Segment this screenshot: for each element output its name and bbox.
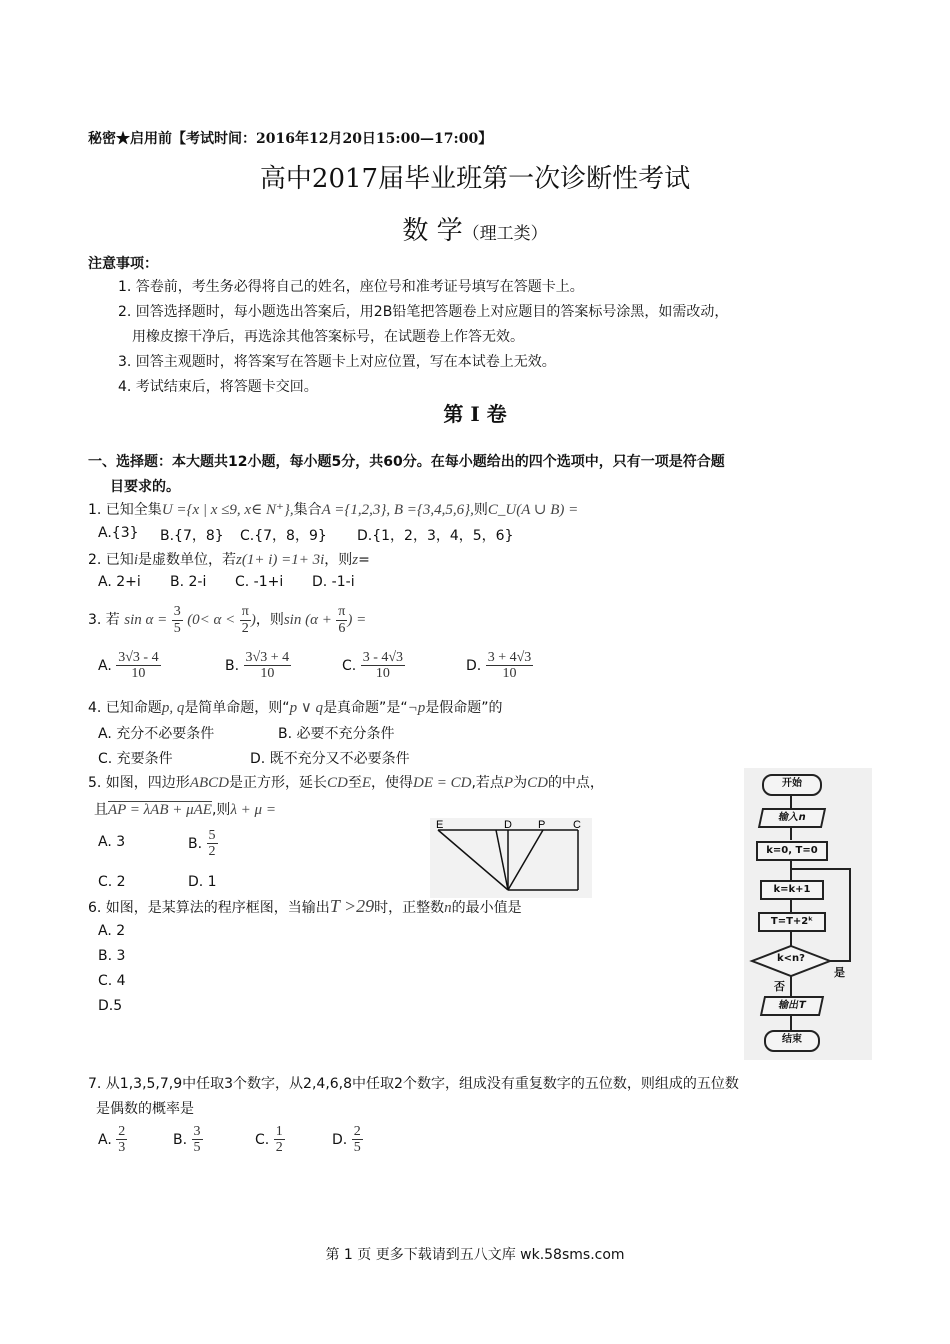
- q6-math-t: T >29: [329, 896, 375, 916]
- q3-frac-pi-2: $\frac{\pi}{2}$: [241, 604, 249, 636]
- q3-math-range: (0< α <: [187, 612, 236, 628]
- q5-math-e: E: [361, 775, 371, 791]
- label-c: C: [573, 819, 581, 831]
- q4-math-not: ¬p: [407, 700, 426, 716]
- q1-option-d: D.{1，2，3，4，5，6}: [357, 528, 514, 544]
- q5-option-c: C. 2: [98, 874, 126, 890]
- q1-option-c: C.{7，8，9}: [240, 528, 327, 544]
- q5-text: ,则: [211, 802, 231, 818]
- q5-math-cd: CD: [326, 775, 348, 791]
- q1-text: 集合: [293, 502, 322, 518]
- label-p: P: [538, 819, 546, 831]
- question-5: [88, 772, 604, 792]
- q2-option-c: C. -1+i: [235, 574, 284, 590]
- q2-text: =: [358, 552, 370, 568]
- flowchart-input: 输入n: [758, 808, 826, 828]
- flowchart-output: 输出T: [760, 996, 824, 1016]
- q2-option-a: A. 2+i: [98, 574, 141, 590]
- subject-type: （理工类）: [462, 224, 548, 244]
- q2-option-d: D. -1-i: [312, 574, 355, 590]
- q6-math-n: n: [444, 900, 452, 916]
- q4-text: 是真命题”是“: [323, 700, 408, 716]
- question-7-cont: 是偶数的概率是: [96, 1101, 194, 1117]
- question-1: [88, 499, 578, 519]
- q7-option-d: D. $\frac{2}{5}$: [332, 1124, 361, 1156]
- q5-math-cd2: CD: [527, 775, 548, 791]
- q4-math-pq: p, q: [161, 700, 185, 716]
- q6-option-b: B. 3: [98, 948, 126, 964]
- q5-text: 为: [513, 775, 528, 791]
- q3-math-sin: sin α =: [124, 612, 168, 628]
- subject-name: 数 学: [402, 216, 463, 246]
- q4-option-b: B. 必要不充分条件: [278, 726, 395, 742]
- question-6: [88, 896, 522, 917]
- q4-option-d: D. 既不充分又不必要条件: [250, 751, 410, 767]
- flowchart-yes: 是: [834, 966, 845, 979]
- question-3: [88, 600, 366, 640]
- q3-math-close: ): [250, 612, 256, 628]
- q5-math-de: DE = CD: [413, 775, 472, 791]
- flowchart-figure: [744, 768, 872, 1060]
- q5-text: 是正方形，延长: [228, 775, 327, 791]
- label-e: E: [436, 819, 444, 831]
- q2-text: ，则: [324, 552, 353, 568]
- flowchart-init: k=0, T=0: [756, 841, 828, 861]
- question-2: [88, 549, 370, 569]
- q5-text: 至: [347, 775, 362, 791]
- section-heading-cont: 目要求的。: [110, 479, 180, 495]
- q1-text: 1. 已知全集: [88, 502, 162, 518]
- q5-math-abcd: ABCD: [189, 775, 229, 791]
- q6-option-c: C. 4: [98, 973, 126, 989]
- q4-option-a: A. 充分不必要条件: [98, 726, 215, 742]
- q2-math-i: i: [133, 552, 138, 568]
- q4-text: 是简单命题，则“: [184, 700, 290, 716]
- q3-math-end: ) =: [347, 612, 367, 628]
- subject-line: [0, 210, 950, 247]
- exam-title: 高中2017届毕业班第一次诊断性考试: [259, 164, 691, 194]
- volume-title: 第 I 卷: [443, 402, 507, 426]
- q1-option-b: B.{7，8}: [160, 528, 224, 544]
- q6-text: 的最小值是: [451, 900, 522, 916]
- section-heading: 一、选择题：本大题共12小题，每小题5分，共60分。在每小题给出的四个选项中，只有一项是符合题: [88, 454, 725, 470]
- q6-option-a: A. 2: [98, 923, 126, 939]
- q3-option-a: A. $\frac{3√3 - 4}{10}$: [98, 650, 159, 682]
- q7-option-a: A. $\frac{2}{3}$: [98, 1124, 126, 1156]
- q1-math-complement: C_U(A ∪ B) =: [487, 502, 579, 518]
- notice-item-2-cont: 用橡皮擦干净后，再选涂其他答案标号，在试题卷上作答无效。: [132, 329, 524, 345]
- q5-text: ，使得: [371, 775, 413, 791]
- q2-text: 是虚数单位，若: [137, 552, 236, 568]
- question-7: 7. 从1,3,5,7,9中任取3个数字，从2,4,6,8中任取2个数字，组成没有重复数字的五位数，则组成的五位数: [88, 1076, 739, 1092]
- q3-text: 3. 若: [88, 612, 120, 628]
- q3-text: ，则: [255, 612, 284, 628]
- q6-text: 6. 如图，是某算法的程序框图，当输出: [88, 900, 330, 916]
- q3-option-c: C. $\frac{3 - 4√3}{10}$: [342, 650, 404, 682]
- question-5-line2: [94, 799, 276, 819]
- q5-math-p: P: [503, 775, 514, 791]
- q1-option-a: A.{3}: [98, 525, 139, 541]
- label-d: D: [504, 819, 512, 831]
- page-footer: 第 1 页 更多下载请到五八文库 wk.58sms.com: [325, 1247, 625, 1263]
- q5-option-a: A. 3: [98, 834, 126, 850]
- q4-text: 是假命题”的: [425, 700, 503, 716]
- flowchart-end: 结束: [764, 1030, 820, 1052]
- q5-math-sum: λ + μ =: [230, 802, 276, 818]
- q3-frac-pi-6: $\frac{\pi}{6}$: [338, 604, 346, 636]
- notice-item-3: 3. 回答主观题时，将答案写在答题卡上对应位置，写在本试卷上无效。: [118, 354, 556, 370]
- q3-math-sin2: sin (α +: [283, 612, 332, 628]
- q4-text: 4. 已知命题: [88, 700, 162, 716]
- notice-item-4: 4. 考试结束后，将答题卡交回。: [118, 379, 318, 395]
- q7-option-c: C. $\frac{1}{2}$: [255, 1124, 283, 1156]
- q3-option-d: D. $\frac{3 + 4√3}{10}$: [466, 650, 532, 682]
- q2-math-z: z: [352, 552, 359, 568]
- q3-frac-3-5: $\frac{3}{5}$: [173, 604, 181, 636]
- q7-option-b: B. $\frac{3}{5}$: [173, 1124, 201, 1156]
- q2-text: 2. 已知: [88, 552, 134, 568]
- q6-option-d: D.5: [98, 998, 123, 1014]
- q5-text: 的中点，: [547, 775, 604, 791]
- q5-square-figure: [430, 818, 592, 898]
- q4-math-or: p ∨ q: [289, 700, 324, 716]
- q5-text: 5. 如图，四边形: [88, 775, 190, 791]
- q2-option-b: B. 2-i: [170, 574, 207, 590]
- notice-heading: 注意事项：: [88, 256, 158, 272]
- q6-text: 时，正整数: [374, 900, 445, 916]
- q2-math-eq: z(1+ i) =1+ 3i: [235, 552, 325, 568]
- flowchart-update: T=T+2ᵏ: [758, 912, 826, 932]
- q5-text: ,若点: [471, 775, 504, 791]
- q5-math-vector: AP = λAB + μAE: [108, 802, 212, 818]
- q4-option-c: C. 充要条件: [98, 751, 173, 767]
- q5-option-b: B. $\frac{5}{2}$: [188, 828, 216, 860]
- flowchart-start: 开始: [762, 774, 822, 796]
- q5-option-d: D. 1: [188, 874, 217, 890]
- question-4: [88, 697, 502, 717]
- flowchart-condition: k<n?: [777, 953, 805, 964]
- q5-text: 且: [94, 802, 108, 818]
- notice-item-1: 1. 答卷前，考生务必得将自己的姓名，座位号和准考证号填写在答题卡上。: [118, 279, 584, 295]
- q1-text: 则: [473, 502, 488, 518]
- flowchart-no: 否: [774, 980, 785, 993]
- q1-math-u: U ={x | x ≤9, x∈ N⁺},: [161, 502, 294, 518]
- flowchart-increment: k=k+1: [760, 880, 824, 900]
- q3-option-b: B. $\frac{3√3 + 4}{10}$: [225, 650, 290, 682]
- notice-item-2: 2. 回答选择题时，每小题选出答案后，用2B铅笔把答题卷上对应题目的答案标号涂黑，如需改动，: [118, 304, 729, 320]
- q1-math-sets: A ={1,2,3}, B ={3,4,5,6},: [321, 502, 474, 518]
- secret-header: 秘密★启用前【考试时间：2016年12月20日15:00—17:00】: [88, 131, 493, 147]
